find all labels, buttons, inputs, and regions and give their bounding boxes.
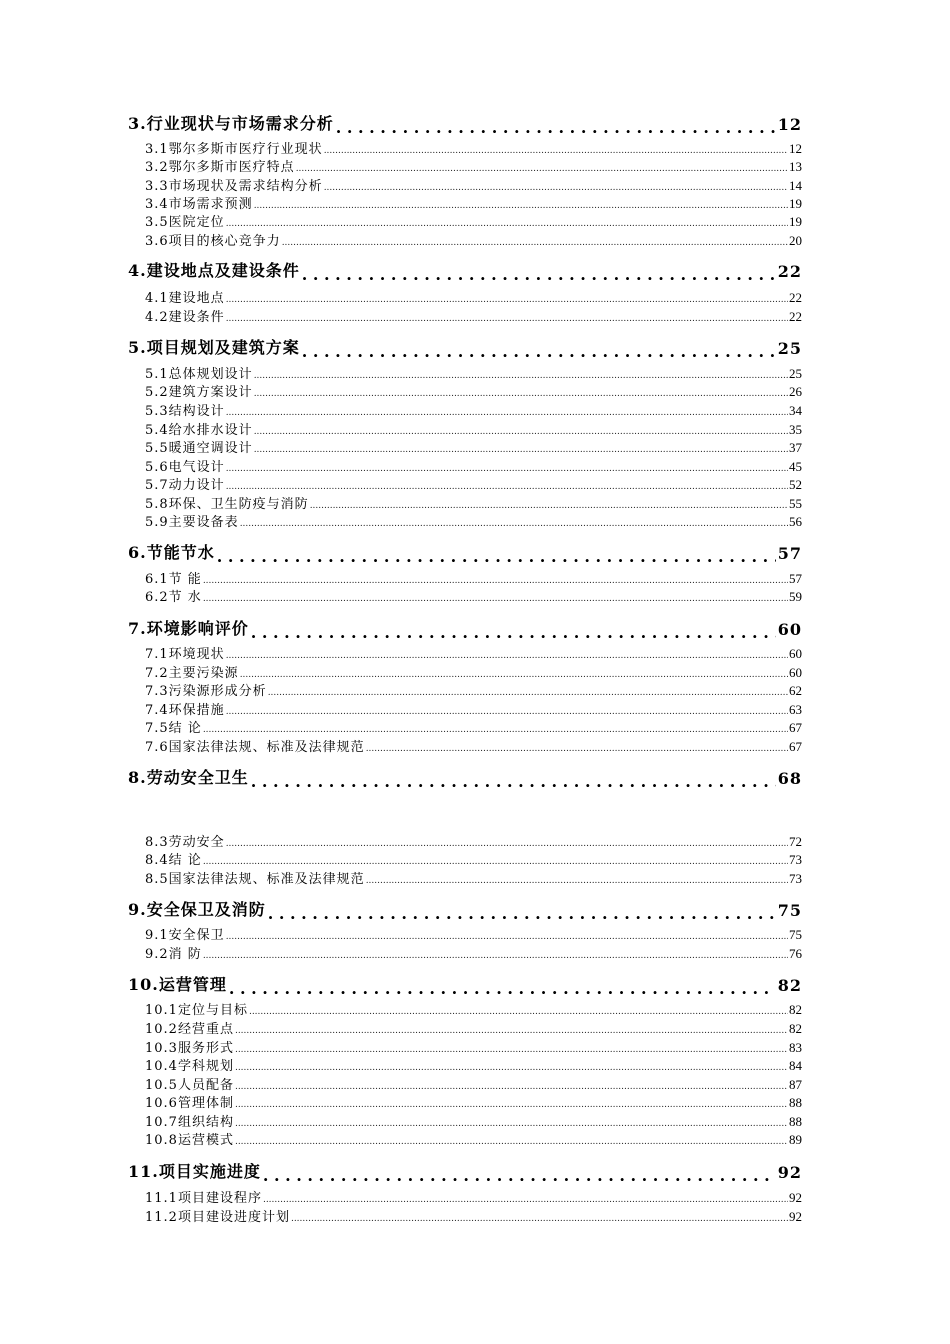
toc-section-entry[interactable]: [145, 1019, 802, 1037]
toc-entry-title: 6.1节 能: [145, 572, 202, 587]
toc-entry-title: 3.1鄂尔多斯市医疗行业现状: [145, 142, 323, 157]
dot-leader: [235, 1043, 788, 1053]
toc-entry-title: 3.5医院定位: [145, 215, 225, 230]
dot-leader: [254, 425, 788, 435]
toc-page-number: 55: [789, 496, 802, 511]
toc-chapter-entry[interactable]: [128, 541, 802, 563]
toc-entry-title: 10.运营管理: [128, 975, 227, 994]
toc-entry-title: 10.4学科规划: [145, 1059, 234, 1074]
toc-entry-title: 5.4给水排水设计: [145, 423, 253, 438]
toc-entry-title: 5.项目规划及建筑方案: [128, 338, 300, 357]
toc-page-number: 88: [789, 1114, 802, 1129]
toc-section-entry[interactable]: [145, 1075, 802, 1093]
dot-leader: [226, 480, 788, 490]
toc-section-entry[interactable]: [145, 231, 802, 249]
toc-entry-title: 10.5人员配备: [145, 1078, 234, 1093]
dot-leader: [235, 1024, 788, 1034]
dot-leader: [268, 906, 776, 920]
toc-page-number: 12: [789, 141, 802, 156]
toc-entry-title: 5.7动力设计: [145, 478, 225, 493]
toc-page-number: 60: [777, 620, 802, 639]
toc-chapter-entry[interactable]: [128, 336, 802, 358]
dot-leader: [203, 574, 788, 584]
toc-section-entry[interactable]: [145, 1056, 802, 1074]
dot-leader: [302, 267, 776, 281]
dot-leader: [240, 517, 788, 527]
toc-section-entry[interactable]: [145, 718, 802, 736]
toc-page-number: 76: [789, 946, 802, 961]
toc-entry-title: 5.1总体规划设计: [145, 367, 253, 382]
toc-page-number: 60: [789, 665, 802, 680]
toc-page-number: 20: [789, 233, 802, 248]
dot-leader: [254, 387, 788, 397]
toc-entry-title: 7.1环境现状: [145, 647, 225, 662]
dot-leader: [235, 1117, 788, 1127]
dot-leader: [268, 686, 788, 696]
dot-leader: [254, 443, 788, 453]
toc-section-entry[interactable]: [145, 212, 802, 230]
toc-page-number: 92: [789, 1190, 802, 1205]
toc-section-entry[interactable]: [145, 457, 802, 475]
toc-page-number: 14: [789, 178, 802, 193]
toc-page-number: 19: [789, 214, 802, 229]
toc-section-entry[interactable]: [145, 587, 802, 605]
toc-page-number: 68: [777, 769, 802, 788]
toc-entry-title: 4.1建设地点: [145, 291, 225, 306]
toc-chapter-entry[interactable]: [128, 973, 802, 995]
dot-leader: [240, 668, 788, 678]
dot-leader: [302, 344, 776, 358]
toc-section-entry[interactable]: [145, 401, 802, 419]
toc-entry-title: 8.劳动安全卫生: [128, 768, 249, 787]
toc-entry-title: 4.2建设条件: [145, 310, 225, 325]
toc-section-entry[interactable]: [145, 944, 802, 962]
toc-entry-title: 10.1定位与目标: [145, 1003, 248, 1018]
toc-chapter-entry[interactable]: [128, 766, 802, 788]
toc-section-entry[interactable]: [145, 382, 802, 400]
toc-section-entry[interactable]: [145, 832, 802, 850]
toc-section-entry[interactable]: [145, 644, 802, 662]
toc-page-number: 13: [789, 159, 802, 174]
dot-leader: [366, 874, 788, 884]
dot-leader: [235, 1061, 788, 1071]
dot-leader: [226, 705, 788, 715]
toc-section-entry[interactable]: [145, 475, 802, 493]
dot-leader: [296, 162, 788, 172]
toc-section-entry[interactable]: [145, 1038, 802, 1056]
toc-page-number: 22: [789, 309, 802, 324]
toc-page-number: 59: [789, 589, 802, 604]
dot-leader: [203, 949, 788, 959]
toc-page-number: 82: [789, 1002, 802, 1017]
toc-page-number: 22: [789, 290, 802, 305]
dot-leader: [226, 217, 788, 227]
dot-leader: [226, 406, 788, 416]
toc-section-entry[interactable]: [145, 925, 802, 943]
toc-page-number: 26: [789, 384, 802, 399]
toc-section-entry[interactable]: [145, 288, 802, 306]
dot-leader: [203, 592, 788, 602]
dot-leader: [203, 855, 788, 865]
toc-section-entry[interactable]: [145, 681, 802, 699]
dot-leader: [251, 774, 776, 788]
toc-entry-title: 7.环境影响评价: [128, 619, 249, 638]
dot-leader: [291, 1212, 788, 1222]
toc-entry-title: 3.3市场现状及需求结构分析: [145, 179, 323, 194]
dot-leader: [263, 1193, 788, 1203]
toc-page-number: 62: [789, 683, 802, 698]
toc-page-number: 82: [789, 1021, 802, 1036]
dot-leader: [249, 1005, 788, 1015]
toc-page-number: 19: [789, 196, 802, 211]
dot-leader: [226, 837, 788, 847]
dot-leader: [235, 1098, 788, 1108]
toc-section-entry[interactable]: [145, 569, 802, 587]
toc-entry-title: 6.2节 水: [145, 590, 202, 605]
toc-page-number: 83: [789, 1040, 802, 1055]
toc-entry-title: 9.2消 防: [145, 947, 202, 962]
toc-page-number: 73: [789, 871, 802, 886]
toc-entry-title: 9.安全保卫及消防: [128, 900, 266, 919]
toc-section-entry[interactable]: [145, 494, 802, 512]
dot-leader: [226, 312, 788, 322]
toc-entry-title: 9.1安全保卫: [145, 928, 225, 943]
toc-section-entry[interactable]: [145, 1188, 802, 1206]
toc-section-entry[interactable]: [145, 364, 802, 382]
dot-leader: [235, 1080, 788, 1090]
toc-page-number: 75: [789, 927, 802, 942]
toc-chapter-entry[interactable]: [128, 112, 802, 134]
toc-entry-title: 5.9主要设备表: [145, 515, 239, 530]
toc-entry-title: 8.3劳动安全: [145, 835, 225, 850]
toc-section-entry[interactable]: [145, 1112, 802, 1130]
toc-page-number: 45: [789, 459, 802, 474]
toc-entry-title: 10.3服务形式: [145, 1041, 234, 1056]
toc-entry-title: 3.行业现状与市场需求分析: [128, 114, 334, 133]
toc-page-number: 57: [789, 571, 802, 586]
dot-leader: [254, 199, 788, 209]
toc-page-number: 73: [789, 852, 802, 867]
toc-chapter-entry[interactable]: [128, 898, 802, 920]
toc-section-entry[interactable]: [145, 850, 802, 868]
toc-entry-title: 11.1项目建设程序: [145, 1191, 262, 1206]
dot-leader: [226, 462, 788, 472]
toc-section-entry[interactable]: [145, 1130, 802, 1148]
toc-entry-title: 11.项目实施进度: [128, 1162, 261, 1181]
dot-leader: [336, 120, 776, 134]
toc-entry-title: 4.建设地点及建设条件: [128, 261, 300, 280]
dot-leader: [226, 930, 788, 940]
toc-page-number: 87: [789, 1077, 802, 1092]
toc-entry-title: 5.5暖通空调设计: [145, 441, 253, 456]
toc-entry-title: 10.7组织结构: [145, 1115, 234, 1130]
toc-section-entry[interactable]: [145, 663, 802, 681]
toc-entry-title: 5.6电气设计: [145, 460, 225, 475]
toc-page-number: 89: [789, 1132, 802, 1147]
toc-entry-title: 6.节能节水: [128, 543, 215, 562]
dot-leader: [217, 549, 776, 563]
toc-chapter-entry[interactable]: [128, 1160, 802, 1182]
toc-page-number: 75: [777, 901, 802, 920]
toc-entry-title: 7.5结 论: [145, 721, 202, 736]
toc-section-entry[interactable]: [145, 438, 802, 456]
toc-entry-title: 10.2经营重点: [145, 1022, 234, 1037]
toc-entry-title: 11.2项目建设进度计划: [145, 1210, 290, 1225]
toc-section-entry[interactable]: [145, 157, 802, 175]
toc-entry-title: 3.6项目的核心竞争力: [145, 234, 281, 249]
toc-entry-title: 3.2鄂尔多斯市医疗特点: [145, 160, 295, 175]
toc-page-number: 88: [789, 1095, 802, 1110]
toc-page-number: 72: [789, 834, 802, 849]
toc-entry-title: 8.4结 论: [145, 853, 202, 868]
toc-page-number: 52: [789, 477, 802, 492]
toc-entry-title: 3.4市场需求预测: [145, 197, 253, 212]
toc-section-entry[interactable]: [145, 737, 802, 755]
dot-leader: [324, 144, 788, 154]
toc-page-number: 63: [789, 702, 802, 717]
dot-leader: [251, 625, 776, 639]
toc-entry-title: 7.6国家法律法规、标准及法律规范: [145, 740, 365, 755]
toc-page-number: 25: [789, 366, 802, 381]
toc-page-number: 82: [777, 976, 802, 995]
toc-page-number: 84: [789, 1058, 802, 1073]
toc-entry-title: 7.3污染源形成分析: [145, 684, 267, 699]
toc-section-entry[interactable]: [145, 512, 802, 530]
dot-leader: [310, 499, 788, 509]
toc-entry-title: 10.6管理体制: [145, 1096, 234, 1111]
dot-leader: [226, 293, 788, 303]
toc-section-entry[interactable]: [145, 139, 802, 157]
toc-entry-title: 10.8运营模式: [145, 1133, 234, 1148]
toc-entry-title: 7.4环保措施: [145, 703, 225, 718]
toc-section-entry[interactable]: [145, 176, 802, 194]
dot-leader: [366, 742, 788, 752]
toc-section-entry[interactable]: [145, 869, 802, 887]
toc-page-number: 67: [789, 720, 802, 735]
dot-leader: [263, 1168, 776, 1182]
toc-section-entry[interactable]: [145, 420, 802, 438]
toc-entry-title: 5.3结构设计: [145, 404, 225, 419]
toc-page-number: 25: [777, 339, 802, 358]
toc-page-number: 12: [777, 115, 802, 134]
toc-entry-title: 5.2建筑方案设计: [145, 385, 253, 400]
toc-section-entry[interactable]: [145, 1207, 802, 1225]
toc-chapter-entry[interactable]: [128, 617, 802, 639]
toc-section-entry[interactable]: [145, 194, 802, 212]
toc-page-number: 34: [789, 403, 802, 418]
toc-page-number: 37: [789, 440, 802, 455]
toc-section-entry[interactable]: [145, 307, 802, 325]
toc-chapter-entry[interactable]: [128, 259, 802, 281]
toc-section-entry[interactable]: [145, 1000, 802, 1018]
dot-leader: [254, 369, 788, 379]
toc-page-number: 92: [789, 1209, 802, 1224]
toc-section-entry[interactable]: [145, 700, 802, 718]
dot-leader: [324, 181, 788, 191]
toc-page-number: 56: [789, 514, 802, 529]
toc-entry-title: 8.5国家法律法规、标准及法律规范: [145, 872, 365, 887]
toc-section-entry[interactable]: [145, 1093, 802, 1111]
toc-entry-title: 5.8环保、卫生防疫与消防: [145, 497, 309, 512]
toc-entry-title: 7.2主要污染源: [145, 666, 239, 681]
dot-leader: [226, 649, 788, 659]
dot-leader: [282, 236, 788, 246]
toc-page-number: 22: [777, 262, 802, 281]
dot-leader: [235, 1135, 788, 1145]
toc-page-number: 35: [789, 422, 802, 437]
toc-page-number: 60: [789, 646, 802, 661]
dot-leader: [229, 981, 776, 995]
toc-page-number: 92: [777, 1163, 802, 1182]
dot-leader: [203, 723, 788, 733]
toc-page-number: 57: [777, 544, 802, 563]
toc-page-number: 67: [789, 739, 802, 754]
